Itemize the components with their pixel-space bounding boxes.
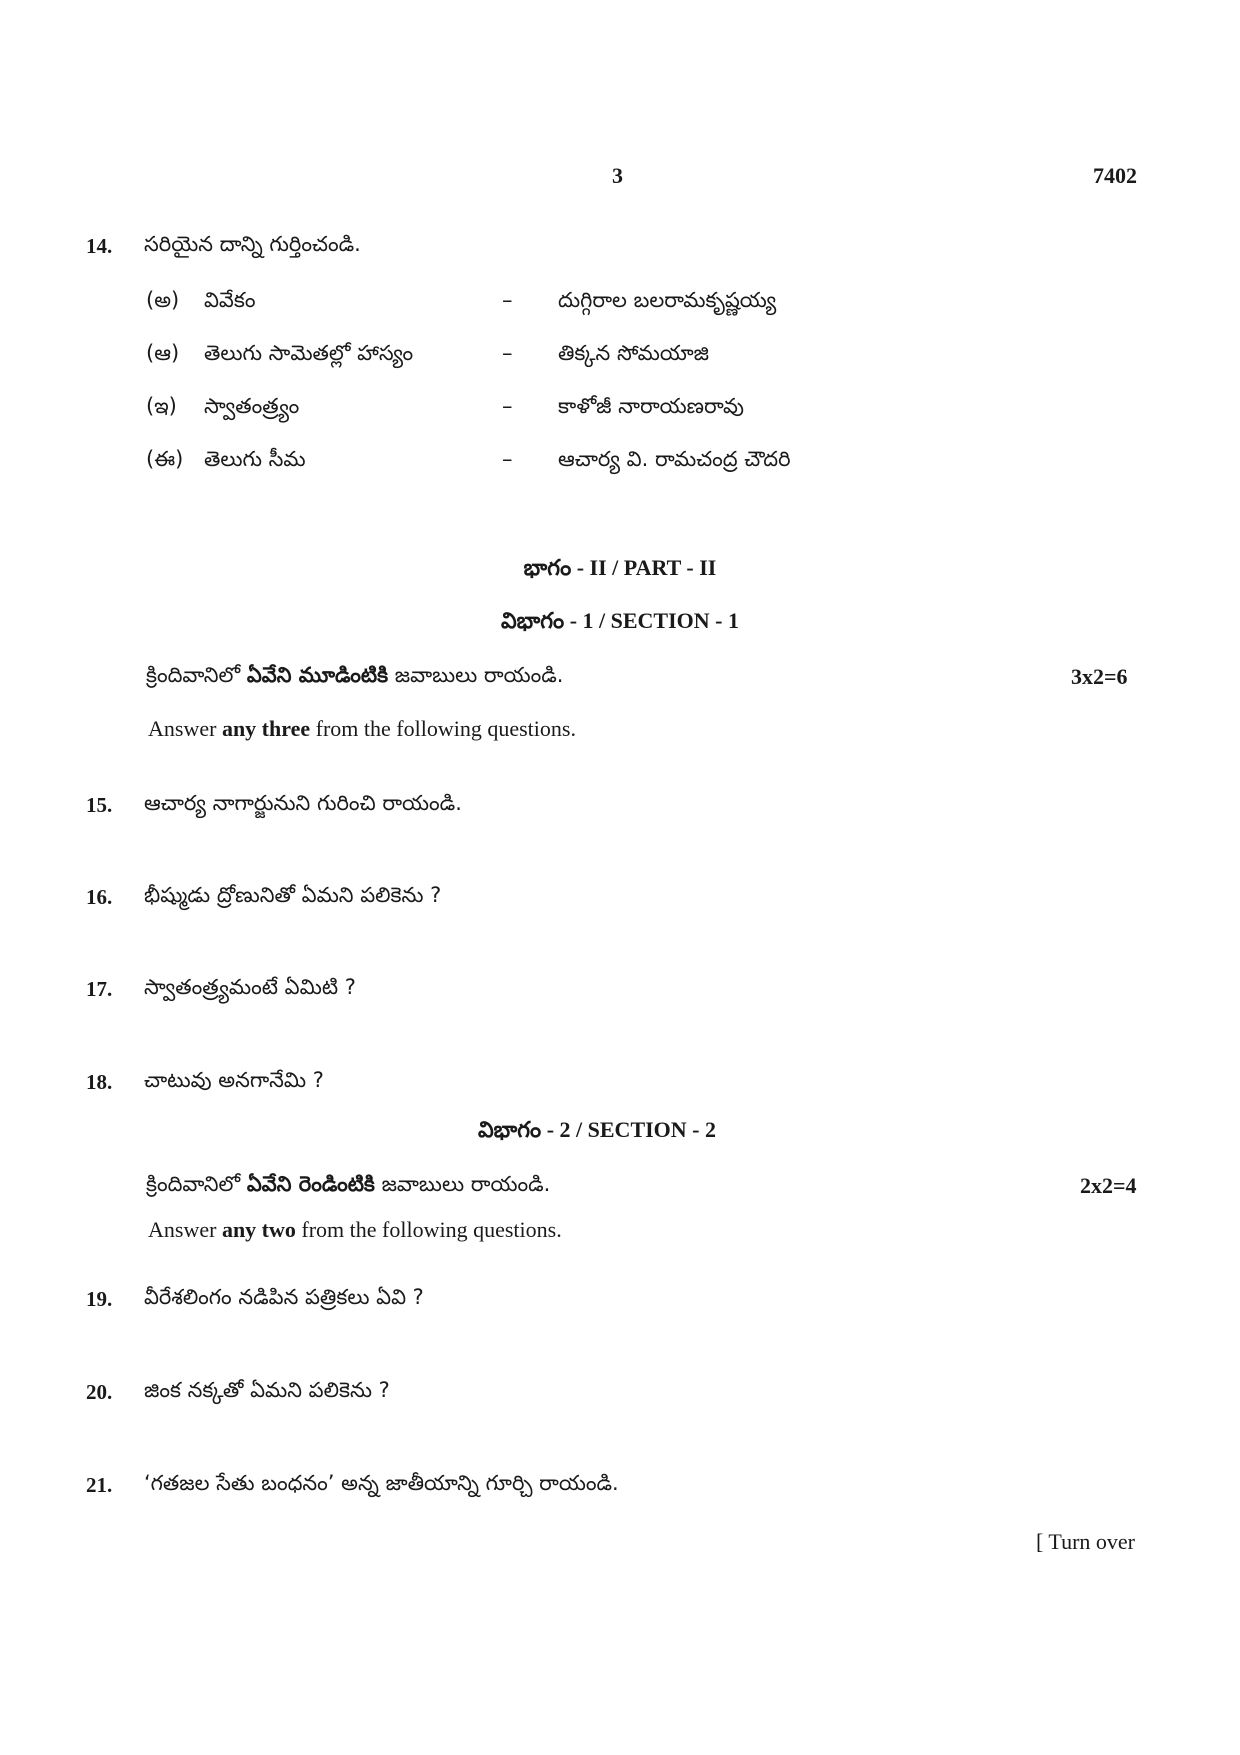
part-heading: భాగం - II / PART - II xyxy=(523,555,717,580)
match-label: (ఇ) xyxy=(146,394,177,418)
match-right: కాళోజీ నారాయణరావు xyxy=(558,394,745,418)
instruction-emphasis: any three xyxy=(221,716,311,741)
instruction-part: Answer xyxy=(148,1217,222,1242)
question-number: 16. xyxy=(86,885,113,909)
instruction-emphasis: ఏవేని మూడింటికి xyxy=(246,663,389,687)
question-number: 18. xyxy=(86,1070,113,1094)
instruction-part: జవాబులు రాయండి. xyxy=(374,1172,551,1196)
question-text: ‘గతజల సేతు బంధనం’ అన్న జాతీయాన్ని గూర్చి రాయండి. xyxy=(144,1471,619,1495)
turn-over-note: [ Turn over xyxy=(1036,1529,1136,1554)
match-left: తెలుగు సామెతల్లో హాస్యం xyxy=(204,341,414,365)
match-left: తెలుగు సీమ xyxy=(204,447,306,471)
instruction-telugu xyxy=(146,663,563,693)
question-text: జింక నక్కతో ఏమని పలికెను ? xyxy=(144,1378,390,1402)
question-number: 14. xyxy=(86,234,113,258)
match-left: వివేకం xyxy=(204,288,256,312)
instruction-part: జవాబులు రాయండి. xyxy=(388,663,564,687)
instruction-emphasis: any two xyxy=(221,1217,296,1242)
section-heading: విభాగం - 2 / SECTION - 2 xyxy=(478,1117,717,1142)
question-text: సరియైన దాన్ని గుర్తించండి. xyxy=(144,232,361,256)
marks: 2x2=4 xyxy=(1080,1173,1137,1198)
match-right: ఆచార్య వి. రామచంద్ర చౌదరి xyxy=(558,447,791,471)
instruction-part: క్రిందివానిలో xyxy=(146,1172,247,1196)
instruction-part: Answer xyxy=(148,716,222,741)
question-text: వీరేశలింగం నడిపిన పత్రికలు ఏవి ? xyxy=(144,1285,424,1309)
match-dash: – xyxy=(502,341,513,365)
question-text: స్వాతంత్ర్యమంటే ఏమిటి ? xyxy=(144,975,356,999)
question-text: ఆచార్య నాగార్జునుని గురించి రాయండి. xyxy=(144,791,462,815)
question-number: 17. xyxy=(86,977,113,1001)
match-dash: – xyxy=(502,447,513,471)
paper-code: 7402 xyxy=(1093,163,1137,188)
question-text: భీష్ముడు ద్రోణునితో ఏమని పలికెను ? xyxy=(144,883,442,907)
instruction-english xyxy=(148,1217,562,1243)
instruction-part: from the following questions. xyxy=(295,1217,562,1242)
match-right: తిక్కన సోమయాజి xyxy=(558,341,709,365)
instruction-emphasis: ఏవేని రెండింటికి xyxy=(246,1172,375,1196)
match-label: (ఈ) xyxy=(146,447,184,471)
match-left: స్వాతంత్ర్యం xyxy=(204,394,300,418)
instruction-part: from the following questions. xyxy=(310,716,576,741)
match-dash: – xyxy=(502,288,513,312)
question-number: 20. xyxy=(86,1380,113,1404)
question-number: 15. xyxy=(86,793,113,817)
instruction-part: క్రిందివానిలో xyxy=(146,663,247,687)
instruction-telugu xyxy=(146,1172,550,1202)
match-label: (అ) xyxy=(146,288,180,312)
question-number: 21. xyxy=(86,1473,113,1497)
instruction-english xyxy=(148,716,576,742)
question-text: చాటువు అనగానేమి ? xyxy=(144,1068,324,1092)
section-heading: విభాగం - 1 / SECTION - 1 xyxy=(500,608,739,633)
page-number: 3 xyxy=(612,163,623,188)
question-number: 19. xyxy=(86,1287,113,1311)
match-dash: – xyxy=(502,394,513,418)
match-label: (ఆ) xyxy=(146,341,180,365)
marks: 3x2=6 xyxy=(1071,664,1128,689)
match-right: దుగ్గిరాల బలరామకృష్ణయ్య xyxy=(558,288,777,312)
